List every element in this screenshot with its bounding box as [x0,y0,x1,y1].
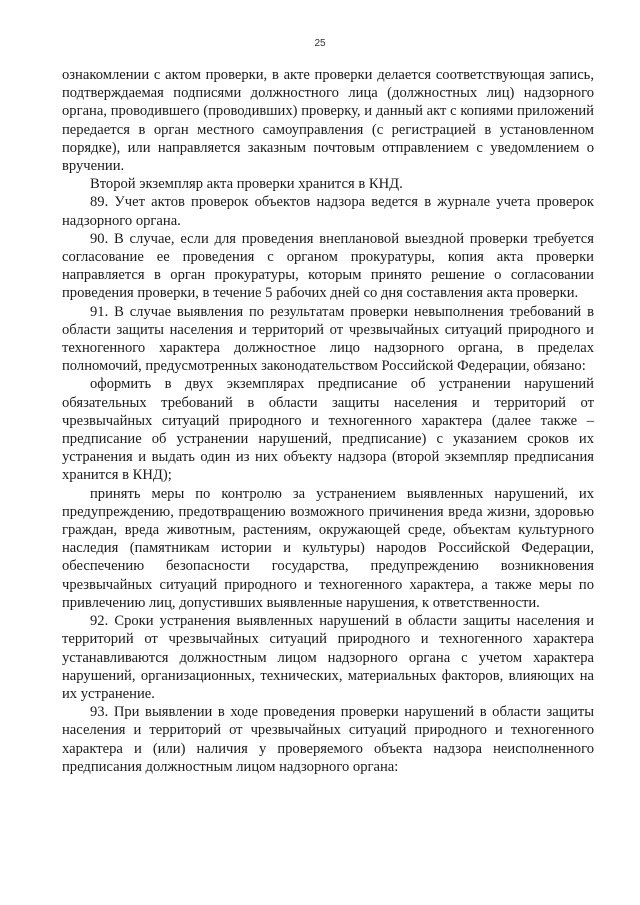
document-body [62,66,594,776]
paragraph-89: 89. Учет актов проверок объектов надзора ведется в журнале учета проверок надзорного органа. [62,194,594,229]
paragraph-92: 92. Сроки устранения выявленных нарушений в области защиты населения и территорий от чрезвычайных ситуаций природного и техногенного характера устанавливаются должностным лицом надзорного органа с учетом характера нарушений, организационных, технических, материальных факторов, влияющих на их устранение. [62,613,594,702]
paragraph-91: 91. В случае выявления по результатам проверки невыполнения требований в области защиты населения и территорий от чрезвычайных ситуаций природного и техногенного характера должностное лицо надзорного органа, в пределах полномочий, предусмотренных законодательством Российской Федерации, обязано: [62,303,594,375]
page-number: 25 [314,38,326,49]
paragraph-second-copy: Второй экземпляр акта проверки хранится в КНД. [90,176,403,193]
paragraph-91-item-prescription: оформить в двух экземплярах предписание об устранении нарушений обязательных требований в области защиты населения и территорий от чрезвычайных ситуаций природного и техногенного характера (далее также – предписание об устранении нарушений, предписание) с указанием сроков их устранения и выдать один из них объекту надзора (второй экземпляр предписания хранится в КНД); [62,376,594,484]
paragraph-continuation: ознакомлении с актом проверки, в акте проверки делается соответствующая запись, подтверждаемая подписями должностного лица (должностных лиц) надзорного органа, проводившего (проводивших) проверку, и данный акт с копиями приложений передается в орган местного самоуправления (с регистрацией в установленном порядке), или направляется заказным почтовым отправлением с уведомлением о вручении. [62,67,594,175]
paragraph-91-item-measures: принять меры по контролю за устранением выявленных нарушений, их предупреждению, предотвращению возможного причинения вреда жизни, здоровью граждан, вреда животным, растениям, окружающей среде, объектам культурного наследия (памятникам истории и культуры) народов Российской Федерации, обеспечению безопасности государства, предупреждению возникновения чрезвычайных ситуаций природного и техногенного характера, а также меры по привлечению лиц, допустивших выявленные нарушения, к ответственности. [62,485,594,611]
paragraph-93: 93. При выявлении в ходе проведения проверки нарушений в области защиты населения и территорий от чрезвычайных ситуаций природного и техногенного характера и (или) наличия у проверяемого объекта надзора неисполненного предписания должностным лицом надзорного органа: [62,704,594,775]
paragraph-90: 90. В случае, если для проведения внеплановой выездной проверки требуется согласование ее проведения с органом прокуратуры, копия акта проверки направляется в орган прокуратуры, которым принято решение о согласовании проведения проверки, в течение 5 рабочих дней со дня составления акта проверки. [62,230,594,302]
